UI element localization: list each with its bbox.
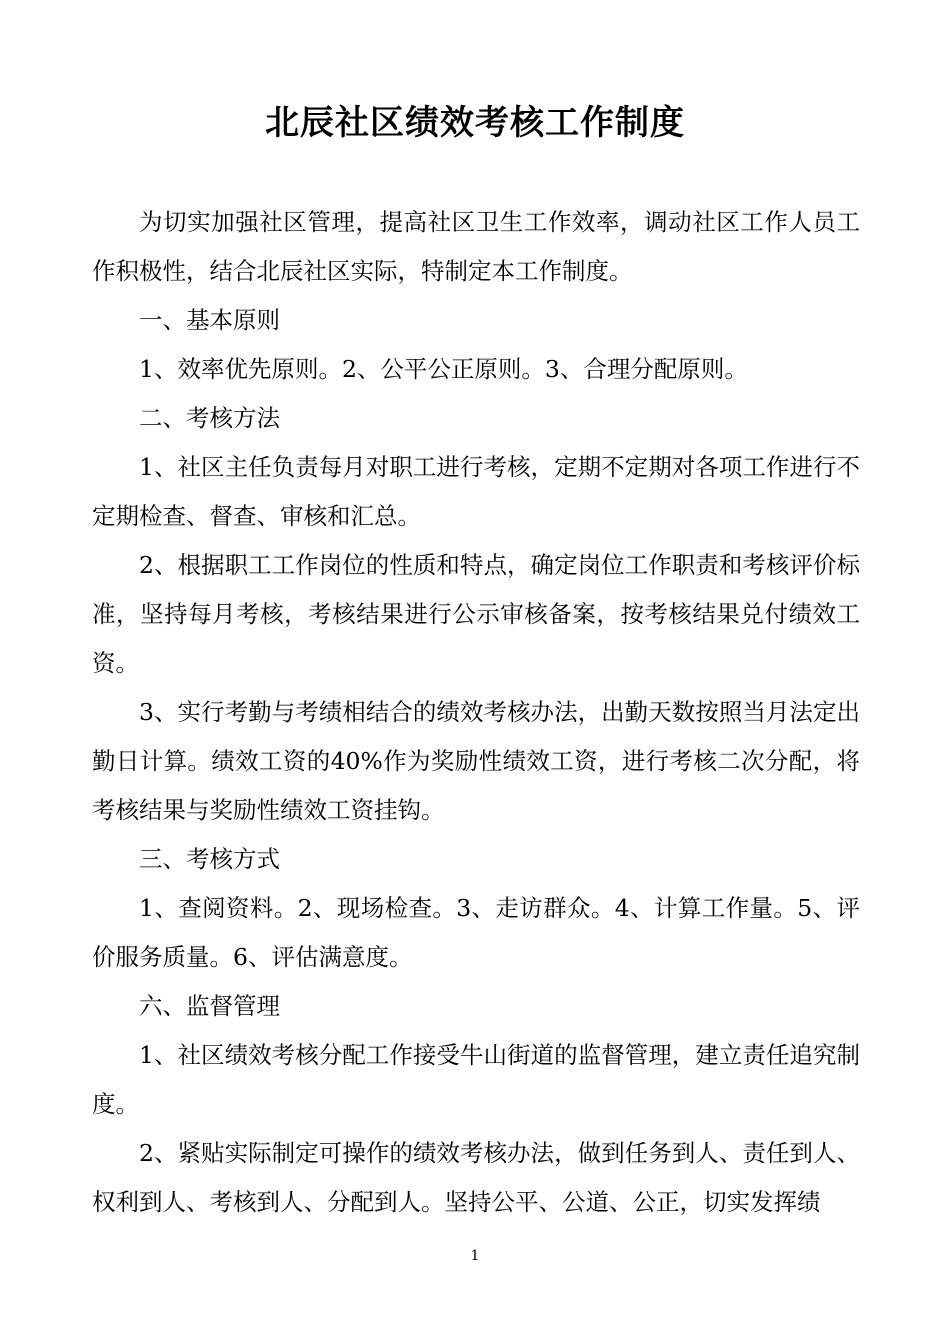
document-body <box>92 198 860 1227</box>
section-heading-supervision: 六、监督管理 <box>139 992 280 1020</box>
page-number: 1 <box>470 1248 480 1264</box>
section-heading-assessment-modes: 三、考核方式 <box>139 845 280 873</box>
methods-paragraph-3: 3、实行考勤与考绩相结合的绩效考核办法，出勤天数按照当月法定出勤日计算。绩效工资的40%作为奖励性绩效工资，进行考核二次分配，将考核结果与奖励性绩效工资挂钩。 <box>92 698 860 824</box>
section-heading-assessment-methods: 二、考核方法 <box>139 404 280 432</box>
supervision-paragraph-1: 1、社区绩效考核分配工作接受牛山街道的监督管理，建立责任追究制度。 <box>92 1041 860 1118</box>
modes-paragraph: 1、查阅资料。2、现场检查。3、走访群众。4、计算工作量。5、评价服务质量。6、评估满意度。 <box>92 894 860 971</box>
principles-paragraph: 1、效率优先原则。2、公平公正原则。3、合理分配原则。 <box>139 355 748 383</box>
supervision-paragraph-2: 2、紧贴实际制定可操作的绩效考核办法，做到任务到人、责任到人、权利到人、考核到人、分配到人。坚持公平、公道、公正，切实发挥绩 <box>92 1139 860 1216</box>
intro-paragraph: 为切实加强社区管理，提高社区卫生工作效率，调动社区工作人员工作积极性，结合北辰社区实际，特制定本工作制度。 <box>92 208 860 285</box>
methods-paragraph-1: 1、社区主任负责每月对职工进行考核，定期不定期对各项工作进行不定期检查、督查、审核和汇总。 <box>92 453 860 530</box>
page-title: 北辰社区绩效考核工作制度 <box>265 103 685 143</box>
section-heading-basic-principles: 一、基本原则 <box>139 306 280 334</box>
methods-paragraph-2: 2、根据职工工作岗位的性质和特点，确定岗位工作职责和考核评价标准，坚持每月考核，考核结果进行公示审核备案，按考核结果兑付绩效工资。 <box>92 551 860 677</box>
